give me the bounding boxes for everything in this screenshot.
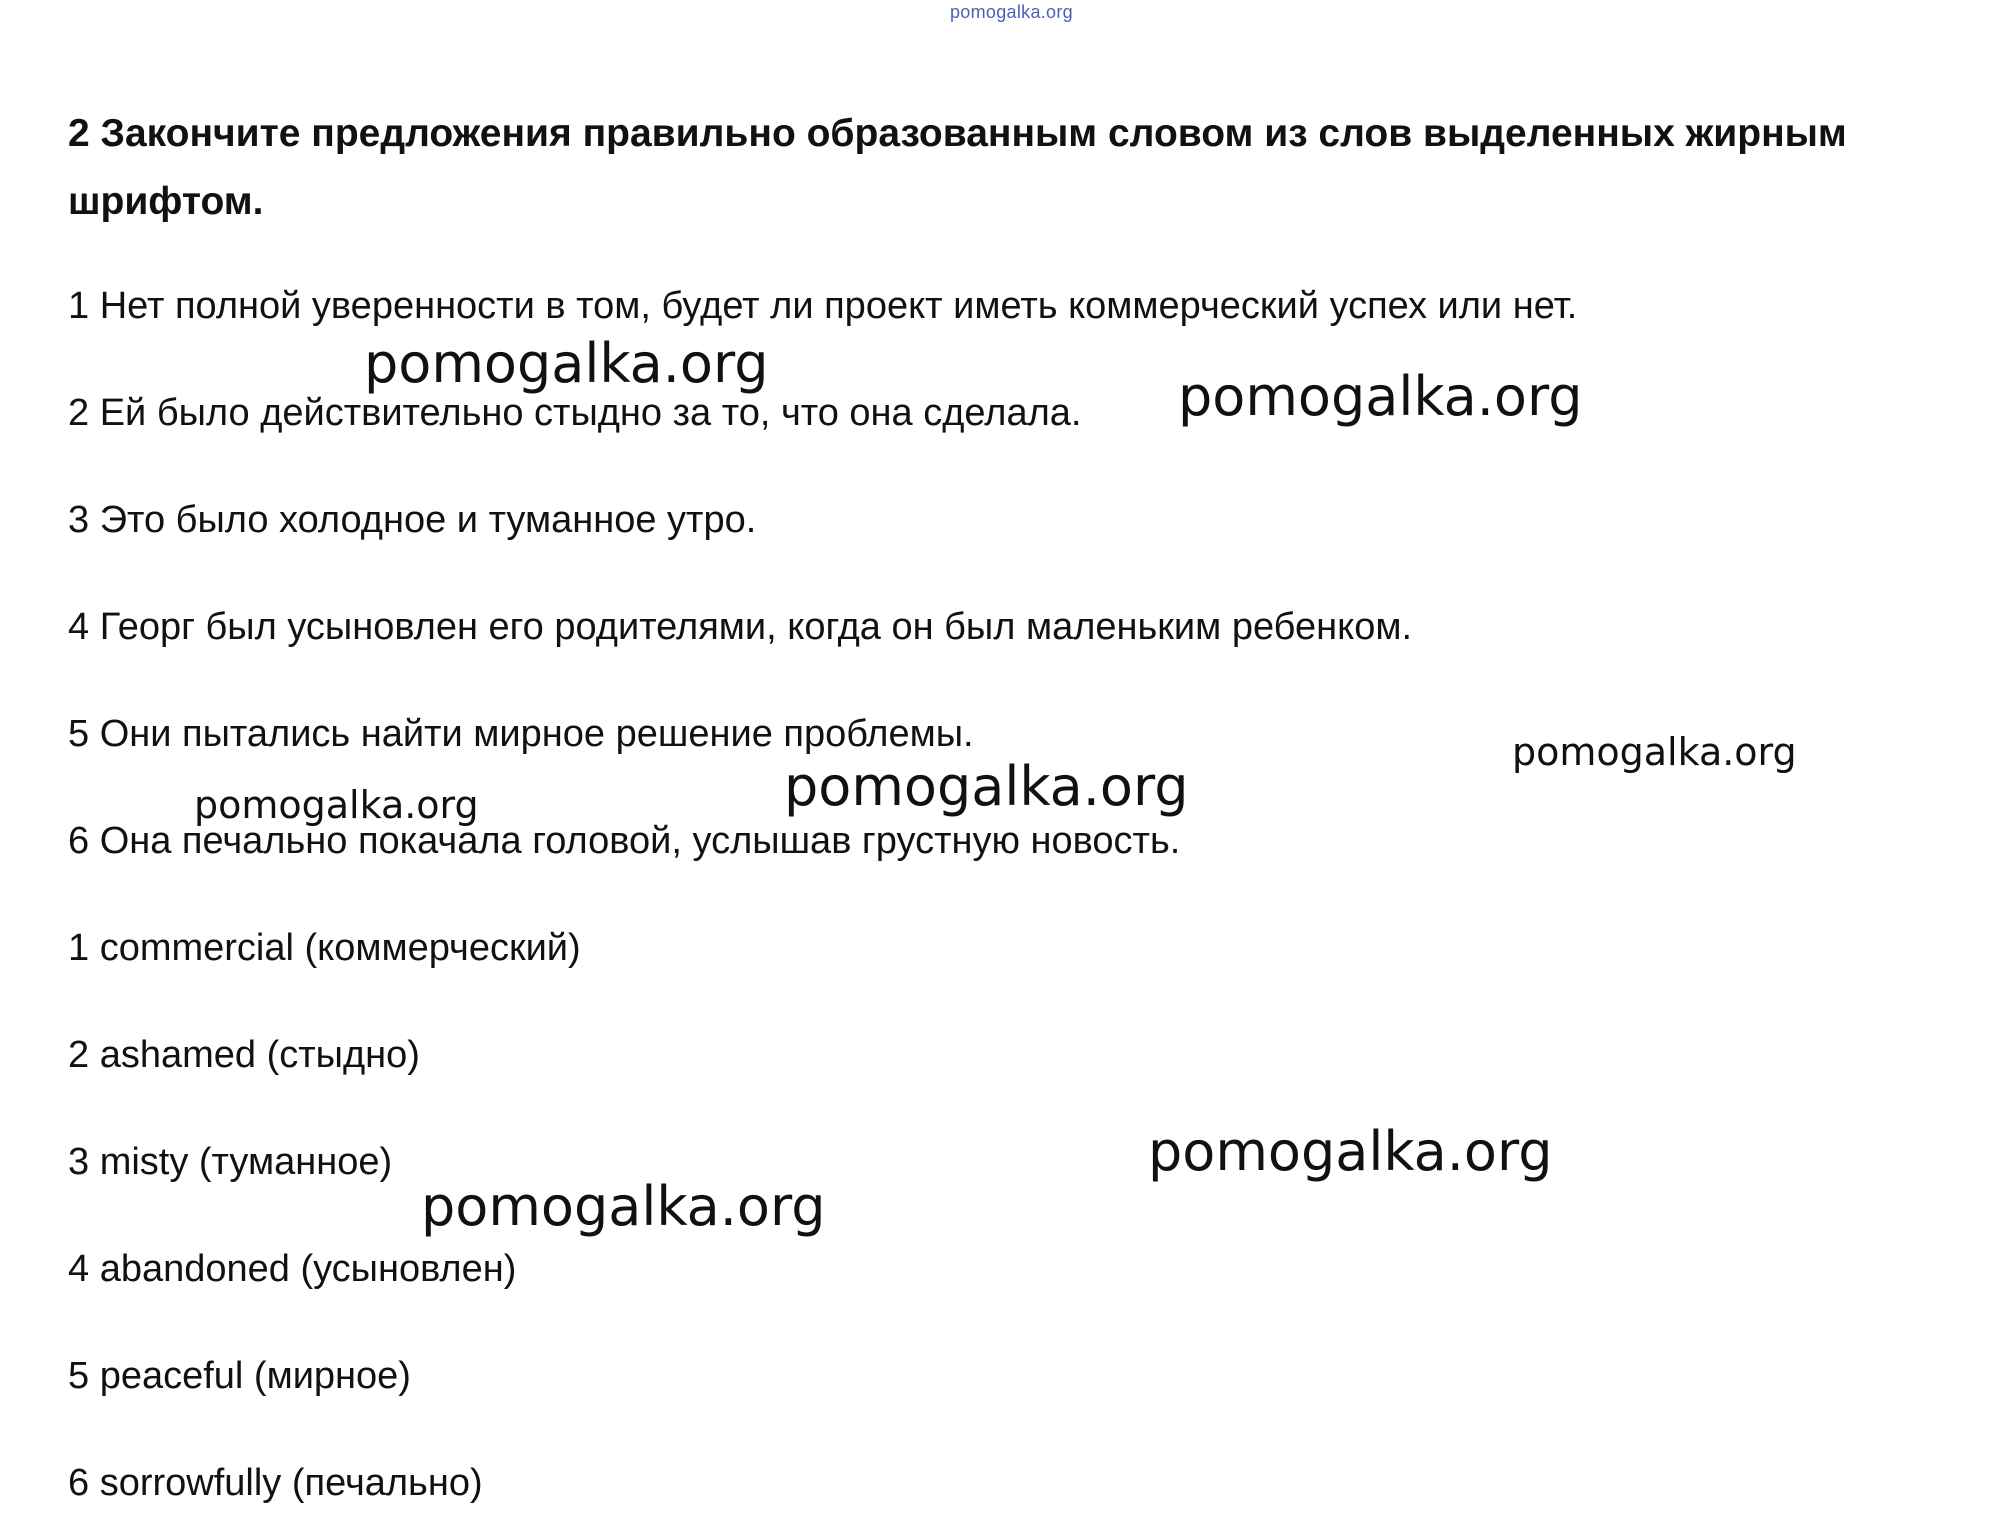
answer-5: 5 peaceful (мирное) — [68, 1355, 411, 1397]
watermark: pomogalka.org — [1512, 730, 1797, 774]
sentence-4: 4 Георг был усыновлен его родителями, когда он был маленьким ребенком. — [68, 606, 1413, 648]
header-watermark: pomogalka.org — [950, 2, 1073, 22]
sentence-5: 5 Они пытались найти мирное решение проблемы. — [68, 713, 974, 755]
watermark: pomogalka.org — [364, 332, 769, 395]
answer-1: 1 commercial (коммерческий) — [68, 927, 581, 969]
sentence-3: 3 Это было холодное и туманное утро. — [68, 499, 757, 541]
sentence-6: 6 Она печально покачала головой, услышав грустную новость. — [68, 820, 1181, 862]
watermark: pomogalka.org — [194, 783, 479, 827]
answer-2: 2 ashamed (стыдно) — [68, 1034, 420, 1076]
answer-3: 3 misty (туманное) — [68, 1141, 393, 1183]
watermark: pomogalka.org — [1178, 365, 1583, 428]
watermark: pomogalka.org — [1148, 1120, 1553, 1183]
sentence-1: 1 Нет полной уверенности в том, будет ли проект иметь коммерческий успех или нет. — [68, 285, 1578, 327]
watermark: pomogalka.org — [421, 1175, 826, 1238]
sentence-2: 2 Ей было действительно стыдно за то, что она сделала. — [68, 392, 1082, 434]
watermark: pomogalka.org — [784, 755, 1189, 818]
answer-6: 6 sorrowfully (печально) — [68, 1462, 483, 1504]
exercise-title: 2 Закончите предложения правильно образованным словом из слов выделенных жирным шрифтом. — [68, 112, 1847, 223]
answer-4: 4 abandoned (усыновлен) — [68, 1248, 517, 1290]
